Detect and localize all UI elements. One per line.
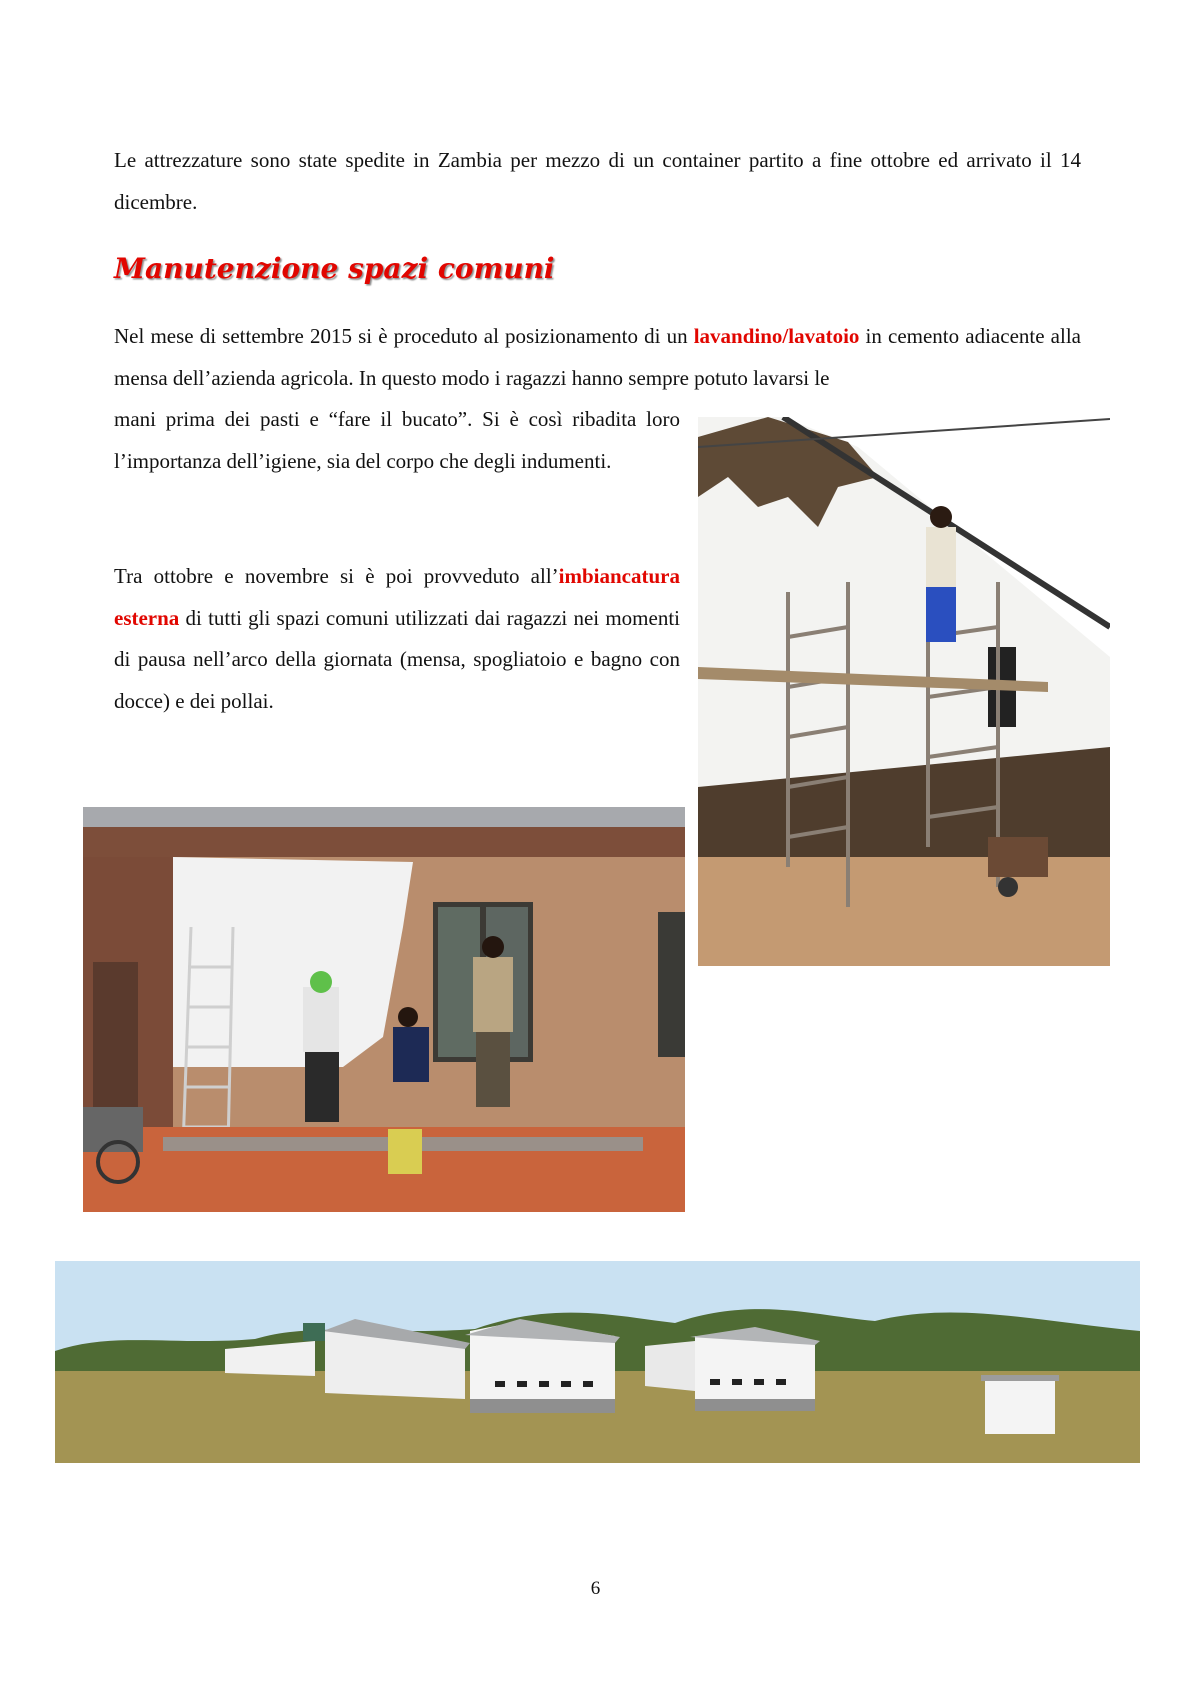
whitewash-text-before: Tra ottobre e novembre si è poi provveduto all’ xyxy=(114,564,559,588)
photo-farm-panorama xyxy=(55,1261,1140,1463)
sink-text-before: Nel mese di settembre 2015 si è proceduto al posizionamento di un xyxy=(114,324,694,348)
sink-highlight: lavandino/lavatoio xyxy=(693,324,860,348)
photo-scaffolding-image xyxy=(698,417,1110,966)
sink-text-after: in cemento adiacente alla mensa dell’azienda agricola. In questo modo i ragazzi hanno sempre potuto lavarsi le xyxy=(114,324,1081,390)
photo-whitewash-team xyxy=(83,807,685,1212)
section-heading: Manutenzione spazi comuni xyxy=(114,252,555,285)
photo-panorama-image xyxy=(55,1261,1140,1463)
photo-scaffolding-painting xyxy=(698,417,1110,966)
whitewash-highlight: imbiancatura esterna xyxy=(114,564,680,630)
photo-whitewash-image xyxy=(83,807,685,1212)
whitewash-text-after: di tutti gli spazi comuni utilizzati dai ragazzi nei momenti di pausa nell’arco della giornata (mensa, spogliatoio e bagno con docce) e dei pollai. xyxy=(114,605,680,713)
paragraph-container-shipment: Le attrezzature sono state spedite in Zambia per mezzo di un container partito a fine ottobre ed arrivato il 14 dicembre. xyxy=(114,148,1081,214)
page-number: 6 xyxy=(590,1578,601,1599)
paragraph-whitewashing xyxy=(114,556,680,722)
paragraph-sink-intro xyxy=(114,316,1081,399)
paragraph-sink-continued: mani prima dei pasti e “fare il bucato”. Si è così ribadita loro l’importanza dell’igiene, sia del corpo che degli indumenti. xyxy=(114,407,680,473)
